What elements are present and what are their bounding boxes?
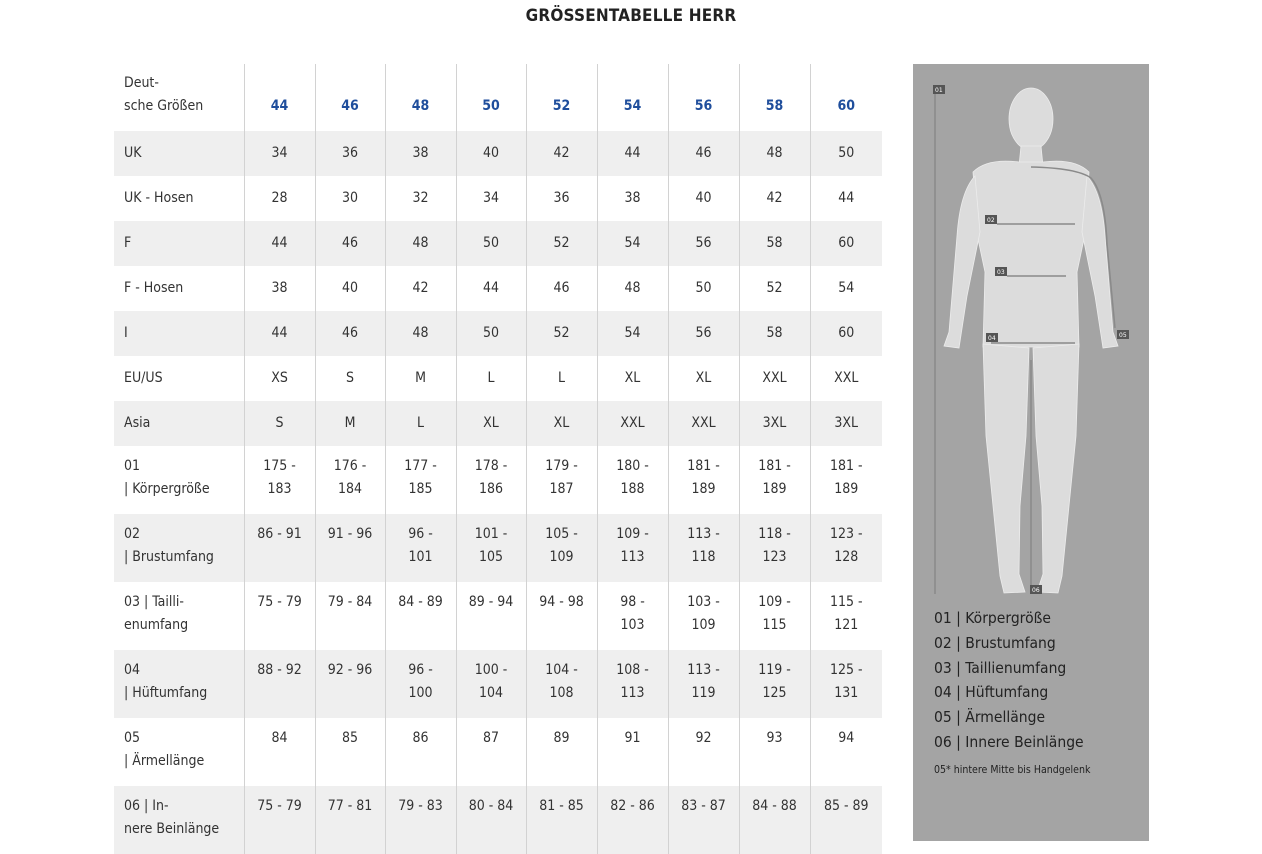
cell-line: 175 - <box>263 458 296 474</box>
size-header-cell: 52 <box>526 64 597 131</box>
table-row <box>114 786 882 854</box>
table-cell: 50 <box>456 311 526 356</box>
measurement-figure-panel <box>913 64 1149 841</box>
table-cell: 46 <box>315 311 385 356</box>
table-cell <box>739 650 810 718</box>
table-cell: 50 <box>668 266 739 311</box>
table-cell: 30 <box>315 176 385 221</box>
table-cell: 46 <box>668 131 739 176</box>
table-cell: S <box>315 356 385 401</box>
cell-line: 188 <box>620 481 645 497</box>
table-row <box>114 221 882 266</box>
legend-item: 01 | Körpergröße <box>934 609 1051 627</box>
row-label-line: 01 <box>124 458 141 474</box>
table-cell: 93 <box>739 718 810 786</box>
torso-shape <box>973 161 1089 347</box>
header-label <box>114 64 244 131</box>
cell-line: 103 <box>620 617 645 633</box>
cell-line: 118 - <box>758 526 791 542</box>
cell-line: 105 <box>478 549 504 565</box>
row-label-line: nere Beinlänge <box>124 821 220 837</box>
row-label <box>114 356 244 401</box>
cell-line: 108 <box>549 685 574 701</box>
table-cell: 38 <box>244 266 315 311</box>
cell-line: 176 - <box>333 458 367 474</box>
cell-line: 88 - 92 <box>257 662 302 678</box>
cell-line: 101 <box>408 549 433 565</box>
table-cell: 60 <box>810 311 882 356</box>
table-cell: XXL <box>739 356 810 401</box>
table-cell: 54 <box>597 221 668 266</box>
table-cell <box>526 446 597 514</box>
table-cell: 44 <box>597 131 668 176</box>
table-cell: 83 - 87 <box>668 786 739 854</box>
table-row <box>114 514 882 582</box>
table-cell <box>385 582 456 650</box>
table-cell: 75 - 79 <box>244 786 315 854</box>
table-cell: 54 <box>597 311 668 356</box>
table-cell: 38 <box>385 131 456 176</box>
size-header-cell: 60 <box>810 64 882 131</box>
table-cell: 44 <box>810 176 882 221</box>
marker-01: 01 <box>935 87 943 94</box>
table-cell <box>315 446 385 514</box>
table-cell: 60 <box>810 221 882 266</box>
table-cell: M <box>315 401 385 446</box>
table-cell: 28 <box>244 176 315 221</box>
row-label <box>114 650 244 718</box>
row-label-line: F - Hosen <box>124 280 184 296</box>
table-cell: 50 <box>456 221 526 266</box>
page-title: GRÖSSENTABELLE HERR <box>525 6 737 26</box>
row-label-line: | Brustumfang <box>124 549 214 565</box>
header-row <box>114 64 882 131</box>
size-header-cell: 50 <box>456 64 526 131</box>
table-cell: 52 <box>739 266 810 311</box>
header-label-line: sche Größen <box>124 98 204 114</box>
table-cell <box>668 446 739 514</box>
table-cell: XL <box>526 401 597 446</box>
row-label-line: EU/US <box>124 370 163 386</box>
cell-line: 75 - 79 <box>257 594 302 610</box>
row-label-line: enumfang <box>124 617 189 633</box>
cell-line: 113 - <box>687 662 720 678</box>
table-cell <box>244 446 315 514</box>
row-label-line: F <box>124 235 132 251</box>
head-shape <box>1009 88 1053 150</box>
table-cell: 3XL <box>739 401 810 446</box>
row-label <box>114 718 244 786</box>
table-cell <box>456 582 526 650</box>
table-row <box>114 356 882 401</box>
cell-line: 189 <box>762 481 787 497</box>
table-row <box>114 718 882 786</box>
table-cell: L <box>385 401 456 446</box>
marker-04: 04 <box>988 335 996 342</box>
cell-line: 108 - <box>616 662 649 678</box>
table-cell: 44 <box>456 266 526 311</box>
table-cell: 87 <box>456 718 526 786</box>
cell-line: 177 - <box>404 458 437 474</box>
cell-line: 96 - <box>408 526 433 542</box>
table-cell <box>739 582 810 650</box>
measurement-legend <box>934 606 1084 755</box>
cell-line: 109 - <box>616 526 649 542</box>
table-cell: 91 <box>597 718 668 786</box>
table-cell: 48 <box>385 311 456 356</box>
table-cell <box>385 446 456 514</box>
size-header-cell: 54 <box>597 64 668 131</box>
cell-line: 186 <box>478 481 504 497</box>
cell-line: 185 <box>408 481 433 497</box>
cell-line: 113 <box>620 685 645 701</box>
table-cell: 36 <box>526 176 597 221</box>
table-cell: 40 <box>456 131 526 176</box>
row-label <box>114 311 244 356</box>
cell-line: 123 <box>762 549 787 565</box>
row-label <box>114 401 244 446</box>
legend-item: 06 | Innere Beinlänge <box>934 732 1084 751</box>
row-label-line: | Hüftumfang <box>124 685 208 701</box>
table-row <box>114 131 882 176</box>
table-cell: 48 <box>739 131 810 176</box>
cell-line: 92 - 96 <box>327 662 373 678</box>
table-cell: 84 - 88 <box>739 786 810 854</box>
cell-line: 187 <box>549 481 574 497</box>
table-cell <box>668 650 739 718</box>
header-label-line: Deut- <box>124 75 159 91</box>
cell-line: 100 <box>408 685 433 701</box>
cell-line: 86 - 91 <box>257 526 302 542</box>
table-cell: L <box>456 356 526 401</box>
body-figure <box>913 64 1149 604</box>
table-cell: 44 <box>244 311 315 356</box>
cell-line: 109 <box>549 549 574 565</box>
size-header-cell: 48 <box>385 64 456 131</box>
size-header-cell: 58 <box>739 64 810 131</box>
table-cell <box>244 582 315 650</box>
row-label <box>114 221 244 266</box>
table-body <box>114 64 882 854</box>
cell-line: 104 - <box>545 662 578 678</box>
row-label-line: 05 <box>124 730 141 746</box>
table-cell: 48 <box>385 221 456 266</box>
table-cell: M <box>385 356 456 401</box>
table-cell: 46 <box>315 221 385 266</box>
cell-line: 113 <box>620 549 645 565</box>
cell-line: 125 <box>762 685 787 701</box>
cell-line: 179 - <box>545 458 578 474</box>
table-cell <box>385 514 456 582</box>
table-cell: XXL <box>597 401 668 446</box>
cell-line: 181 - <box>829 458 863 474</box>
table-cell: 77 - 81 <box>315 786 385 854</box>
table-cell: 79 - 83 <box>385 786 456 854</box>
table-cell: 40 <box>315 266 385 311</box>
table-cell <box>668 582 739 650</box>
table-cell: XXL <box>668 401 739 446</box>
table-cell: 52 <box>526 221 597 266</box>
cell-line: 123 - <box>829 526 863 542</box>
table-cell <box>526 582 597 650</box>
cell-line: 178 - <box>474 458 508 474</box>
table-cell <box>526 514 597 582</box>
table-cell: 44 <box>244 221 315 266</box>
table-cell: 38 <box>597 176 668 221</box>
table-cell <box>456 650 526 718</box>
table-cell: 56 <box>668 311 739 356</box>
table-cell: 92 <box>668 718 739 786</box>
cell-line: 121 <box>834 617 859 633</box>
left-leg-shape <box>983 344 1029 593</box>
table-cell <box>810 650 882 718</box>
table-cell <box>597 582 668 650</box>
table-cell: XL <box>456 401 526 446</box>
marker-02: 02 <box>987 217 995 224</box>
sleeve-note: 05* hintere Mitte bis Handgelenk <box>934 764 1091 776</box>
row-label <box>114 582 244 650</box>
table-cell <box>526 650 597 718</box>
table-cell: 34 <box>456 176 526 221</box>
table-cell: 48 <box>597 266 668 311</box>
cell-line: 98 - <box>620 594 645 610</box>
right-leg-shape <box>1033 344 1079 593</box>
table-cell: 42 <box>385 266 456 311</box>
cell-line: 180 - <box>616 458 649 474</box>
table-cell: 36 <box>315 131 385 176</box>
table-cell: 50 <box>810 131 882 176</box>
cell-line: 101 - <box>474 526 508 542</box>
row-label <box>114 514 244 582</box>
table-cell <box>668 514 739 582</box>
table-cell: 85 <box>315 718 385 786</box>
row-label <box>114 786 244 854</box>
cell-line: 181 - <box>758 458 791 474</box>
table-cell: 46 <box>526 266 597 311</box>
row-label-line: UK <box>124 145 142 161</box>
size-header-cell: 46 <box>315 64 385 131</box>
cell-line: 183 <box>267 481 292 497</box>
cell-line: 119 <box>691 685 716 701</box>
table-row <box>114 176 882 221</box>
table-cell: XL <box>597 356 668 401</box>
table-cell <box>456 514 526 582</box>
row-label-line: | Ärmellänge <box>124 753 205 769</box>
cell-line: 84 - 89 <box>398 594 443 610</box>
table-cell: 89 <box>526 718 597 786</box>
table-cell <box>456 446 526 514</box>
size-header-cell: 56 <box>668 64 739 131</box>
table-cell <box>315 650 385 718</box>
cell-line: 125 - <box>829 662 863 678</box>
table-cell: 58 <box>739 221 810 266</box>
cell-line: 109 - <box>758 594 791 610</box>
row-label <box>114 131 244 176</box>
row-label-line: UK - Hosen <box>124 190 194 206</box>
table-row <box>114 582 882 650</box>
table-row <box>114 446 882 514</box>
table-row <box>114 650 882 718</box>
cell-line: 181 - <box>687 458 720 474</box>
right-arm-shape <box>1082 176 1118 348</box>
table-cell <box>244 650 315 718</box>
table-cell: 52 <box>526 311 597 356</box>
cell-line: 128 <box>834 549 859 565</box>
row-label-line: I <box>124 325 128 341</box>
table-cell <box>315 514 385 582</box>
table-row <box>114 311 882 356</box>
legend-item: 05 | Ärmellänge <box>934 708 1046 727</box>
legend-item: 02 | Brustumfang <box>934 633 1056 652</box>
cell-line: 113 - <box>687 526 720 542</box>
cell-line: 189 <box>834 481 859 497</box>
cell-line: 115 - <box>829 594 863 610</box>
cell-line: 100 - <box>474 662 508 678</box>
table-cell <box>244 514 315 582</box>
table-cell: 58 <box>739 311 810 356</box>
table-cell: 54 <box>810 266 882 311</box>
table-cell: 85 - 89 <box>810 786 882 854</box>
table-cell: 94 <box>810 718 882 786</box>
legend-item: 04 | Hüftumfang <box>934 683 1049 702</box>
table-cell: 34 <box>244 131 315 176</box>
table-cell <box>385 650 456 718</box>
cell-line: 131 <box>834 685 859 701</box>
table-cell <box>810 446 882 514</box>
table-cell: XS <box>244 356 315 401</box>
left-arm-shape <box>944 176 980 348</box>
row-label-line: Asia <box>124 415 151 431</box>
cell-line: 109 <box>691 617 716 633</box>
table-cell <box>315 582 385 650</box>
table-cell: 42 <box>739 176 810 221</box>
cell-line: 118 <box>691 549 716 565</box>
table-cell <box>597 446 668 514</box>
row-label-line: 04 <box>124 662 141 678</box>
table-cell: S <box>244 401 315 446</box>
table-cell <box>810 582 882 650</box>
table-cell <box>739 514 810 582</box>
row-label-line: 03 | Tailli- <box>124 594 184 610</box>
cell-line: 96 - <box>408 662 433 678</box>
cell-line: 119 - <box>758 662 791 678</box>
cell-line: 91 - 96 <box>327 526 373 542</box>
row-label-line: 02 <box>124 526 141 542</box>
cell-line: 94 - 98 <box>539 594 584 610</box>
row-label-line: 06 | In- <box>124 798 169 814</box>
cell-line: 189 <box>691 481 716 497</box>
table-cell: L <box>526 356 597 401</box>
table-cell <box>597 514 668 582</box>
row-label-line: | Körpergröße <box>124 481 210 497</box>
cell-line: 115 <box>762 617 787 633</box>
table-cell: 80 - 84 <box>456 786 526 854</box>
marker-06: 06 <box>1032 587 1040 594</box>
table-cell: 42 <box>526 131 597 176</box>
table-cell <box>739 446 810 514</box>
row-label <box>114 266 244 311</box>
table-cell <box>810 514 882 582</box>
size-table <box>114 64 882 854</box>
table-cell: 3XL <box>810 401 882 446</box>
cell-line: 89 - 94 <box>468 594 514 610</box>
cell-line: 104 <box>478 685 504 701</box>
row-label <box>114 446 244 514</box>
table-cell: 82 - 86 <box>597 786 668 854</box>
cell-line: 79 - 84 <box>327 594 373 610</box>
size-header-cell: 44 <box>244 64 315 131</box>
table-cell: 84 <box>244 718 315 786</box>
cell-line: 184 <box>337 481 363 497</box>
row-label <box>114 176 244 221</box>
table-cell: 86 <box>385 718 456 786</box>
table-cell: 32 <box>385 176 456 221</box>
cell-line: 105 - <box>545 526 578 542</box>
table-row <box>114 401 882 446</box>
marker-03: 03 <box>997 269 1005 276</box>
legend-item: 03 | Taillienumfang <box>934 658 1067 677</box>
table-cell: XXL <box>810 356 882 401</box>
marker-05: 05 <box>1119 332 1127 339</box>
table-cell: 81 - 85 <box>526 786 597 854</box>
table-cell: 56 <box>668 221 739 266</box>
cell-line: 103 - <box>687 594 720 610</box>
table-cell <box>597 650 668 718</box>
table-cell: 40 <box>668 176 739 221</box>
table-row <box>114 266 882 311</box>
table-cell: XL <box>668 356 739 401</box>
